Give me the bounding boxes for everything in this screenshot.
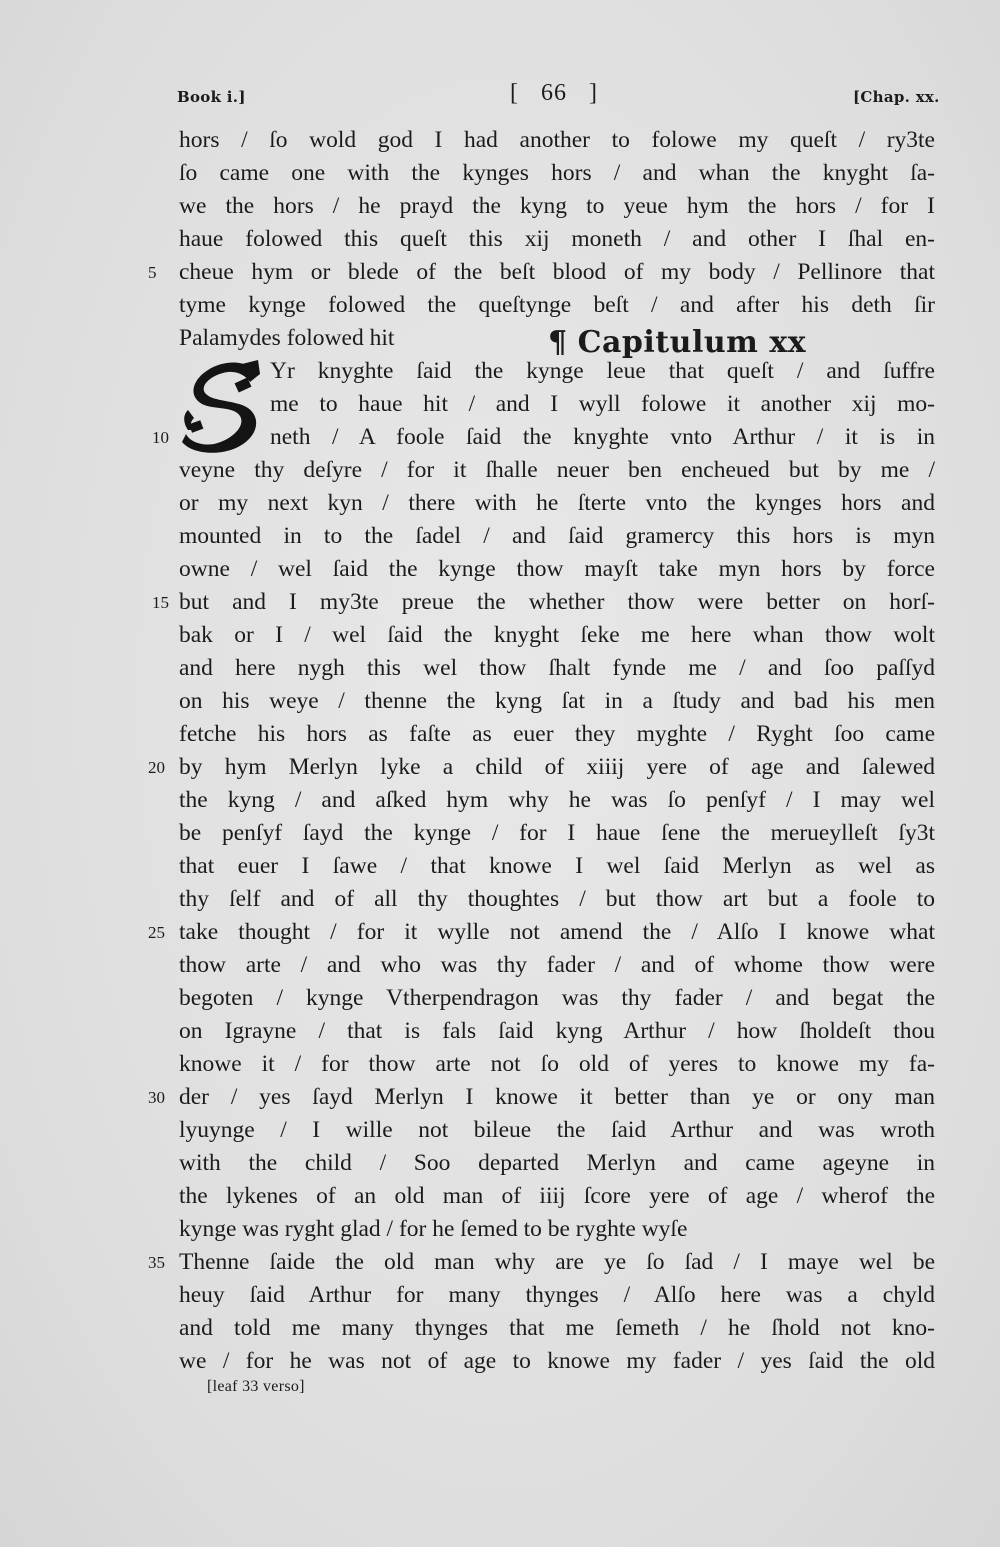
line-number: 30: [148, 1088, 165, 1107]
page-number-open-bracket: [: [510, 80, 519, 106]
text-line-34: kynge was ryght glad / for he ſemed to be ryghte wyſe: [179, 1216, 688, 1242]
dropcap-s-icon: [178, 360, 264, 456]
text-line-25: take thought / for it wylle not amend the / Alſo I knowe what: [179, 919, 935, 945]
text-line-4: haue folowed this queſt this xij moneth / and other I ſhal en-: [179, 226, 935, 252]
pilcrow-icon: ¶: [548, 325, 568, 360]
text-line-21: the kyng / and aſked hym why he was ſo penſyf / I may wel: [179, 787, 935, 813]
text-line-1: hors / ſo wold god I had another to folowe my queſt / ry3te: [179, 127, 935, 153]
text-line-37: and told me many thynges that me ſemeth / he ſhold not kno-: [179, 1315, 935, 1341]
line-number: 35: [148, 1253, 165, 1272]
text-line-14: owne / wel ſaid the kynge thow mayſt take myn hors by force: [179, 556, 935, 582]
text-line-13: mounted in to the ſadel / and ſaid gramercy this hors is myn: [179, 523, 935, 549]
text-line-38: we / for he was not of age to knowe my fader / yes ſaid the old: [179, 1348, 935, 1374]
text-line-17: and here nygh this wel thow ſhalt fynde me / and ſoo paſſyd: [179, 655, 935, 681]
leaf-note: [leaf 33 verso]: [207, 1378, 305, 1395]
chapter-title: Capitulum xx: [577, 325, 807, 360]
running-header: [0, 80, 1000, 116]
text-line-18: on his weye / thenne the kyng ſat in a ſtudy and bad his men: [179, 688, 935, 714]
text-line-28: on Igrayne / that is fals ſaid kyng Arthur / how ſholdeſt thou: [179, 1018, 935, 1044]
text-line-3: we the hors / he prayd the kyng to yeue hym the hors / for I: [179, 193, 935, 219]
text-line-10: neth / A foole ſaid the knyghte vnto Arthur / it is in: [270, 424, 935, 450]
line-number: 5: [148, 263, 157, 282]
text-line-2: ſo came one with the kynges hors / and whan the knyght ſa-: [179, 160, 935, 186]
book-label: Book i.]: [177, 88, 246, 106]
text-line-6: tyme kynge folowed the queſtynge beſt / and after his deth ſir: [179, 292, 935, 318]
text-line-20: by hym Merlyn lyke a child of xiiij yere of age and ſalewed: [179, 754, 935, 780]
text-line-24: thy ſelf and of all thy thoughtes / but thow art but a foole to: [179, 886, 935, 912]
text-line-35: Thenne ſaide the old man why are ye ſo ſad / I maye wel be: [179, 1249, 935, 1275]
line-number: 15: [152, 593, 169, 612]
line-number: 20: [148, 758, 165, 777]
text-line-7: Palamydes folowed hit: [179, 325, 395, 351]
text-line-9: me to haue hit / and I wyll folowe it another xij mo-: [270, 391, 935, 417]
text-line-15: but and I my3te preue the whether thow were better on horſ-: [179, 589, 935, 615]
text-line-5: cheue hym or blede of the beſt blood of my body / Pellinore that: [179, 259, 935, 285]
text-line-12: or my next kyn / there with he ſterte vnto the kynges hors and: [179, 490, 935, 516]
text-line-29: knowe it / for thow arte not ſo old of yeres to knowe my fa-: [179, 1051, 935, 1077]
text-line-33: the lykenes of an old man of iiij ſcore yere of age / wherof the: [179, 1183, 935, 1209]
text-line-8: Yr knyghte ſaid the kynge leue that queſt / and ſuffre: [270, 358, 935, 384]
text-line-19: fetche his hors as faſte as euer they myghte / Ryght ſoo came: [179, 721, 935, 747]
text-line-32: with the child / Soo departed Merlyn and came ageyne in: [179, 1150, 935, 1176]
page-number: 66: [541, 80, 567, 106]
page-number-close-bracket: ]: [589, 80, 598, 106]
text-line-36: heuy ſaid Arthur for many thynges / Alſo here was a chyld: [179, 1282, 935, 1308]
text-line-30: der / yes ſayd Merlyn I knowe it better than ye or ony man: [179, 1084, 935, 1110]
text-line-11: veyne thy deſyre / for it ſhalle neuer ben encheued but by me /: [179, 457, 935, 483]
line-number: 10: [152, 428, 169, 447]
text-line-31: lyuynge / I wille not bileue the ſaid Arthur and was wroth: [179, 1117, 935, 1143]
text-line-16: bak or I / wel ſaid the knyght ſeke me here whan thow wolt: [179, 622, 935, 648]
text-line-26: thow arte / and who was thy fader / and of whome thow were: [179, 952, 935, 978]
text-line-22: be penſyf ſayd the kynge / for I haue ſene the merueylleſt ſy3t: [179, 820, 935, 846]
chapter-label: [Chap. xx.: [853, 88, 940, 106]
line-number: 25: [148, 923, 165, 942]
text-line-27: begoten / kynge Vtherpendragon was thy fader / and begat the: [179, 985, 935, 1011]
text-line-23: that euer I ſawe / that knowe I wel ſaid Merlyn as wel as: [179, 853, 935, 879]
page-number-label: [510, 80, 598, 107]
